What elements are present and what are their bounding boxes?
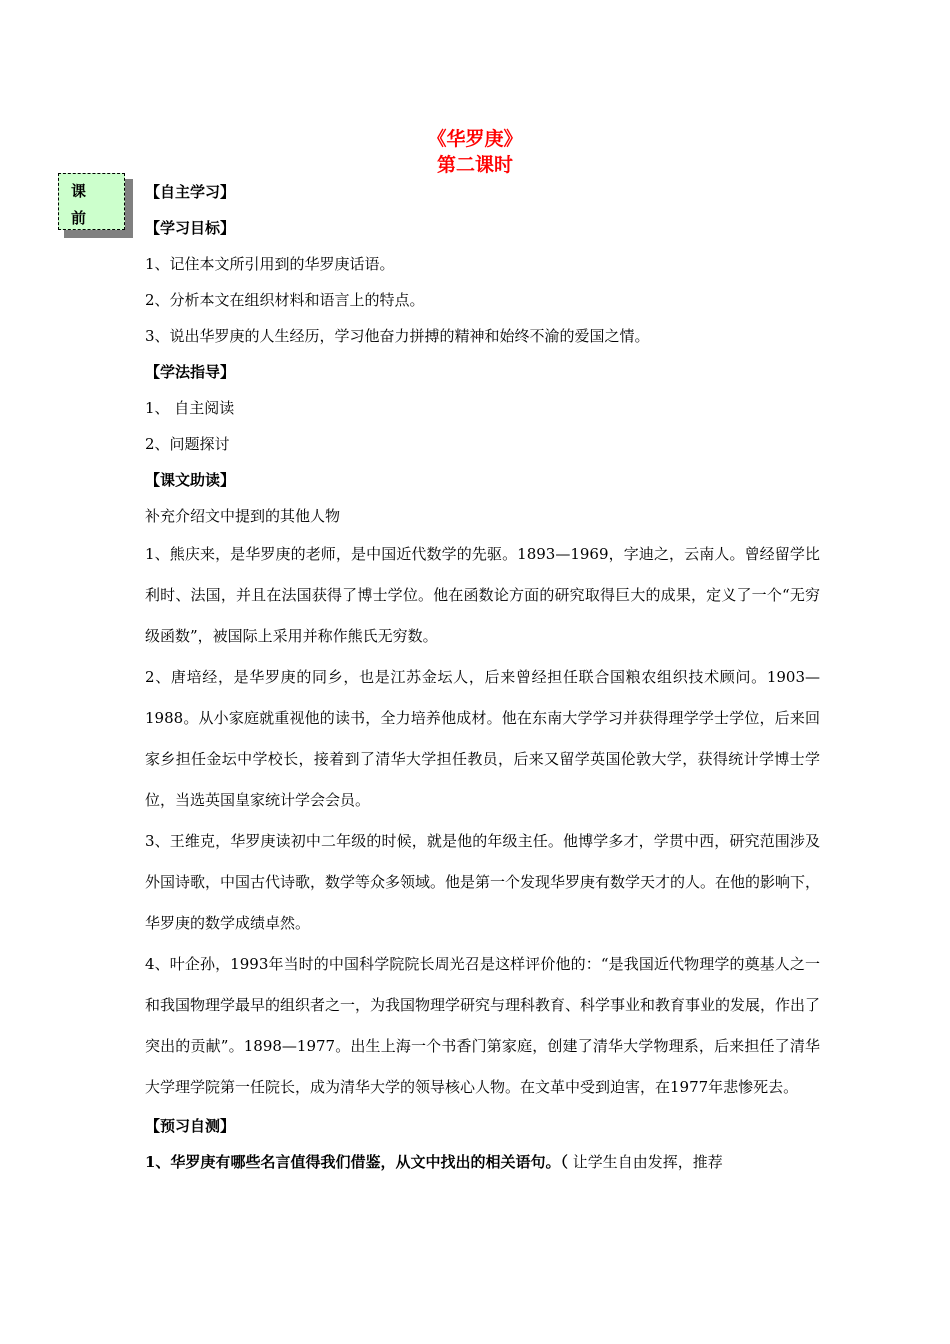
question-note: 让学生自由发挥，推荐 (567, 1153, 723, 1171)
side-box-char-2: 前 (71, 209, 87, 227)
section-heading-methods: 【学法指导】 (145, 363, 236, 381)
document-body (145, 174, 820, 1180)
person-paragraph: 3、王维克，华罗庚读初中二年级的时候，就是他的年级主任。他博学多才，学贯中西，研究范围涉及外国诗歌，中国古代诗歌，数学等众多领域。他是第一个发现华罗庚有数学天才的人。在他的影响下，华罗庚的数学成绩卓然。 (145, 832, 821, 932)
objective-item: 3、说出华罗庚的人生经历，学习他奋力拼搏的精神和始终不渝的爱国之情。 (145, 327, 650, 345)
method-item: 2、问题探讨 (145, 435, 230, 453)
reading-intro: 补充介绍文中提到的其他人物 (145, 507, 341, 525)
method-item: 1、 自主阅读 (145, 399, 235, 417)
person-paragraph: 4、叶企孙，1993年当时的中国科学院院长周光召是这样评价他的：“是我国近代物理学的奠基人之一和我国物理学最早的组织者之一，为我国物理学研究与理科教育、科学事业和教育事业的发展，作出了突出的贡献”。1898—1977。出生上海一个书香门第家庭，创建了清华大学物理系，后来担任了清华大学理学院第一任院长，成为清华大学的领导核心人物。在文革中受到迫害，在1977年悲惨死去。 (145, 955, 821, 1096)
question-text: 1、华罗庚有哪些名言值得我们借鉴，从文中找出的相关语句。（ (145, 1153, 568, 1171)
section-heading-objectives: 【学习目标】 (145, 219, 236, 237)
objective-item: 2、分析本文在组织材料和语言上的特点。 (145, 291, 425, 309)
objective-item: 1、记住本文所引用到的华罗庚话语。 (145, 255, 395, 273)
side-box (58, 173, 125, 230)
person-paragraph: 2、唐培经，是华罗庚的同乡，也是江苏金坛人，后来曾经担任联合国粮农组织技术顾问。1903—1988。从小家庭就重视他的读书，全力培养他成材。他在东南大学学习并获得理学学士学位，后来回家乡担任金坛中学校长，接着到了清华大学担任教员，后来又留学英国伦敦大学，获得统计学博士学位，当选英国皇家统计学会会员。 (145, 668, 820, 809)
side-box-char-1: 课 (71, 182, 87, 200)
document-subtitle: 第二课时 (436, 154, 513, 176)
person-paragraph: 1、熊庆来，是华罗庚的老师，是中国近代数学的先驱。1893—1969，字迪之，云南人。曾经留学比利时、法国，并且在法国获得了博士学位。他在函数论方面的研究取得巨大的成果，定义了一个“无穷级函数”，被国际上采用并称作熊氏无穷数。 (145, 545, 820, 645)
section-heading-pretest: 【预习自测】 (145, 1117, 236, 1135)
document-title: 《华罗庚》 (427, 128, 523, 150)
section-heading-self-study: 【自主学习】 (145, 183, 236, 201)
section-heading-reading: 【课文助读】 (145, 471, 236, 489)
pretest-question (145, 1144, 820, 1180)
